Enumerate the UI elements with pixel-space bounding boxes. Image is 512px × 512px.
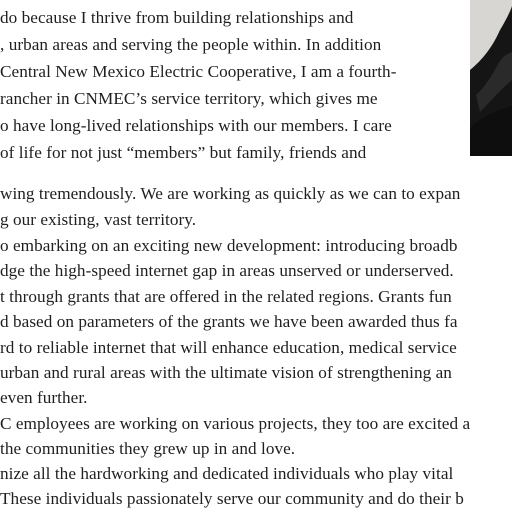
- portrait-figure: [470, 0, 512, 156]
- text-line: g our existing, vast territory.: [0, 210, 197, 229]
- portrait-photo: [470, 0, 512, 156]
- text-line: o embarking on an exciting new development: introducing broadb: [0, 236, 458, 255]
- text-line: rancher in CNMEC’s service territory, which gives me: [0, 89, 378, 108]
- text-line: C employees are working on various projects, they too are excited a: [0, 414, 471, 433]
- text-line: the communities they grew up in and love.: [0, 439, 296, 458]
- text-line: of life for not just “members” but family, friends and: [0, 143, 367, 162]
- text-line: wing tremendously. We are working as quickly as we can to expan: [0, 184, 461, 203]
- text-line: These individuals passionately serve our community and do their b: [0, 489, 464, 508]
- text-line: Central New Mexico Electric Cooperative, I am a fourth-: [0, 62, 397, 81]
- text-line: even further.: [0, 388, 88, 407]
- text-line: dge the high-speed internet gap in areas unserved or underserved.: [0, 261, 454, 280]
- text-line: o have long-lived relationships with our members. I care: [0, 116, 392, 135]
- text-line: d based on parameters of the grants we have been awarded thus fa: [0, 312, 458, 331]
- text-line: rd to reliable internet that will enhance education, medical service: [0, 338, 457, 357]
- text-line: , urban areas and serving the people within. In addition: [0, 35, 382, 54]
- text-line: urban and rural areas with the ultimate vision of strengthening an: [0, 363, 452, 382]
- text-line: t through grants that are offered in the related regions. Grants fun: [0, 287, 452, 306]
- text-line: nize all the hardworking and dedicated individuals who play vital: [0, 464, 454, 483]
- text-line: do because I thrive from building relationships and: [0, 8, 354, 27]
